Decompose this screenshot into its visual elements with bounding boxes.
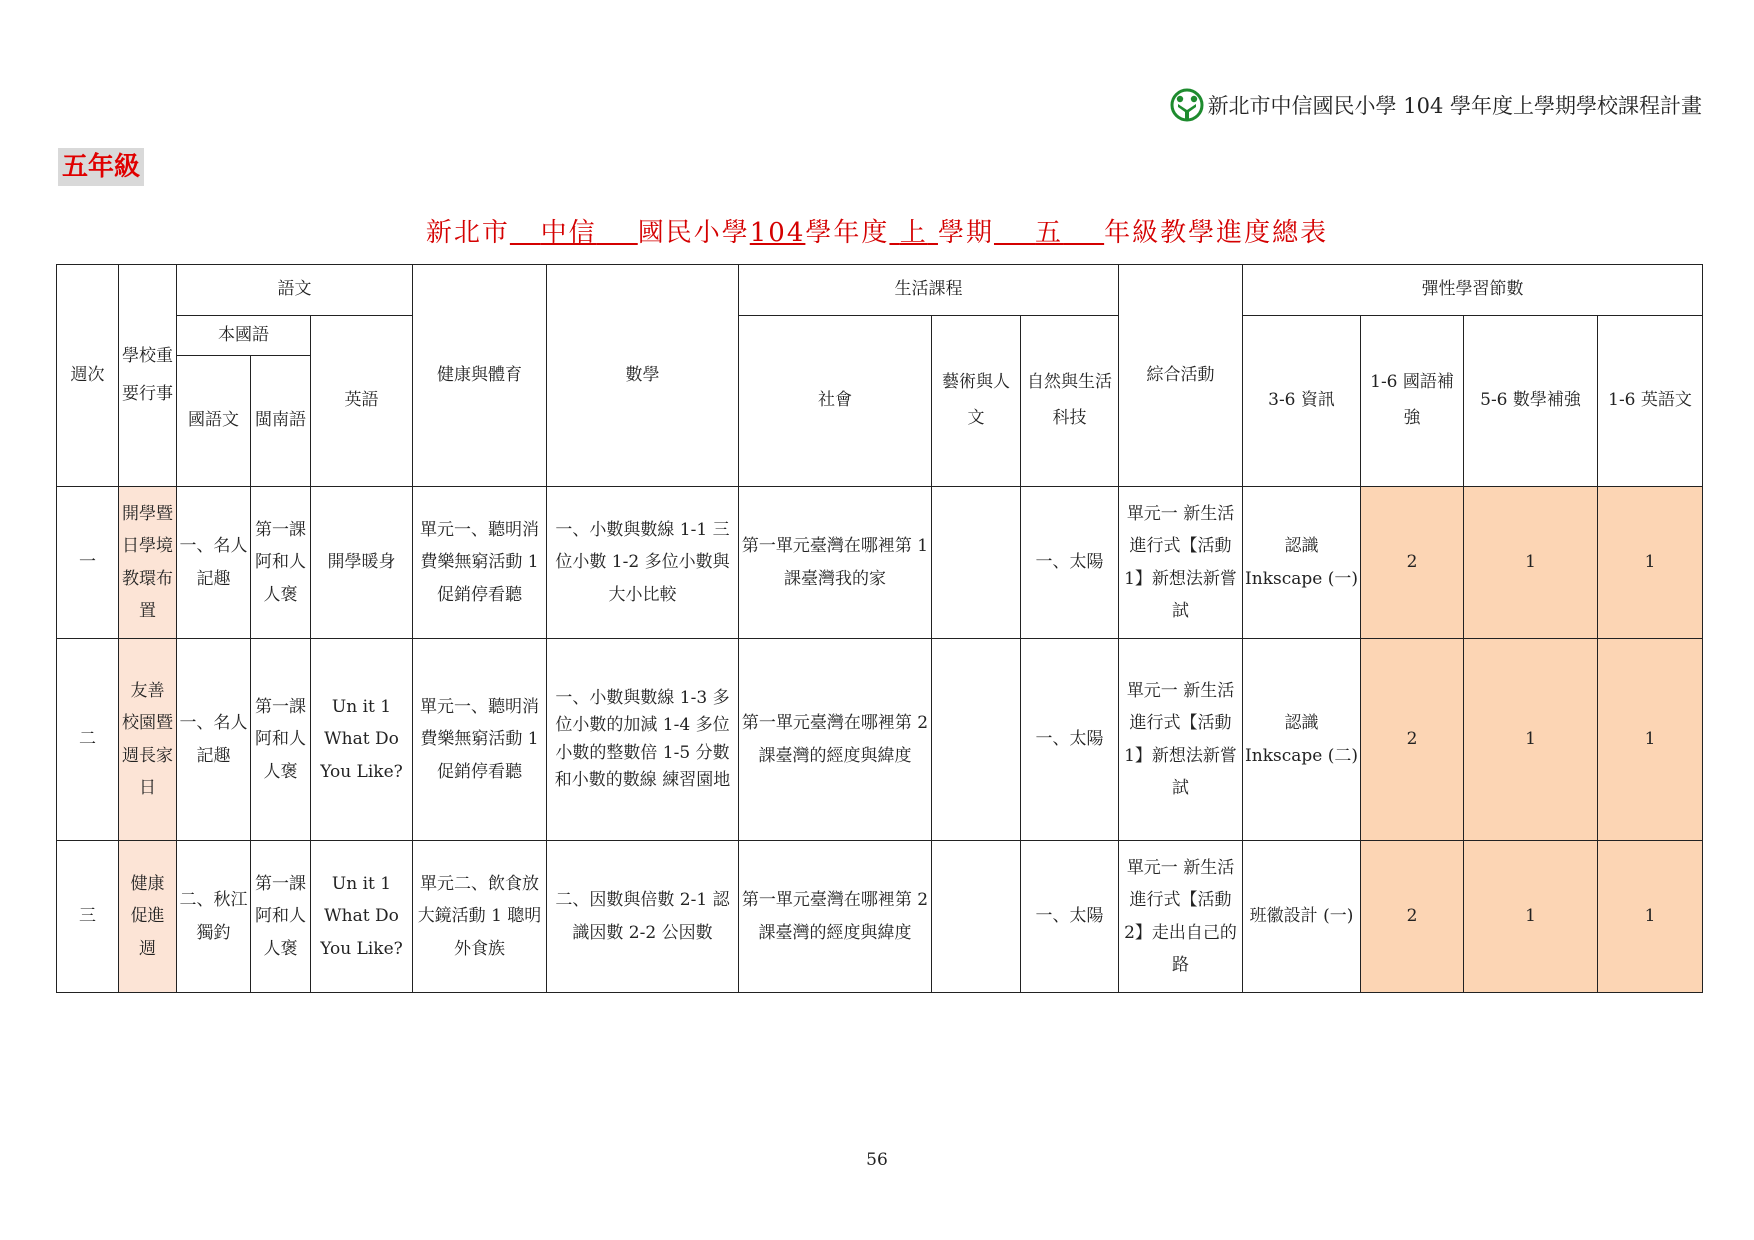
- week-cell: 一: [57, 487, 119, 639]
- document-header: [1170, 88, 1702, 122]
- table-row: [57, 841, 1703, 993]
- it-cell: 班徽設計 (一): [1243, 841, 1361, 993]
- header-health: 健康與體育: [413, 265, 547, 487]
- event-cell: 友善 校園暨 週長家 日: [119, 639, 177, 841]
- health-cell: 單元一、聽明消費樂無窮活動 1 促銷停看聽: [413, 639, 547, 841]
- header-flexible: 彈性學習節數: [1243, 265, 1703, 316]
- header-math-remedial: 5-6 數學補強: [1464, 316, 1598, 487]
- table-row: [57, 487, 1703, 639]
- it-cell: 認識 Inkscape (二): [1243, 639, 1361, 841]
- grade-tag: 五年級: [58, 148, 144, 186]
- school-logo-icon: [1170, 88, 1204, 122]
- header-it: 3-6 資訊: [1243, 316, 1361, 487]
- header-text: 新北市中信國民小學 104 學年度上學期學校課程計畫: [1207, 94, 1702, 118]
- math-cell: 一、小數與數線 1-1 三位小數 1-2 多位小數與大小比較: [547, 487, 739, 639]
- science-cell: 一、太陽: [1021, 487, 1119, 639]
- page-number: 56: [866, 1150, 888, 1170]
- header-life-curriculum: 生活課程: [739, 265, 1119, 316]
- mandarin-cell: 一、名人記趣: [177, 487, 251, 639]
- minnan-cell: 第一課 阿和人 人褒: [251, 841, 311, 993]
- it-cell: 認識 Inkscape (一): [1243, 487, 1361, 639]
- mandarin-remedial-cell: 2: [1361, 487, 1464, 639]
- header-week: 週次: [57, 265, 119, 487]
- table-row: [57, 639, 1703, 841]
- header-minnan: 閩南語: [251, 356, 311, 487]
- health-cell: 單元一、聽明消費樂無窮活動 1 促銷停看聽: [413, 487, 547, 639]
- header-native-language: 本國語: [177, 316, 311, 356]
- health-cell: 單元二、飲食放大鏡活動 1 聰明外食族: [413, 841, 547, 993]
- header-english: 英語: [311, 316, 413, 487]
- header-english-flex: 1-6 英語文: [1598, 316, 1703, 487]
- header-school-events: 學校重要行事: [119, 265, 177, 487]
- arts-cell: [932, 487, 1021, 639]
- math-remedial-cell: 1: [1464, 487, 1598, 639]
- event-cell: 健康 促進 週: [119, 841, 177, 993]
- header-language: 語文: [177, 265, 413, 316]
- english-flex-cell: 1: [1598, 639, 1703, 841]
- social-cell: 第一單元臺灣在哪裡第 2 課臺灣的經度與緯度: [739, 639, 932, 841]
- integrative-cell: 單元一 新生活進行式【活動 2】走出自己的路: [1119, 841, 1243, 993]
- week-cell: 三: [57, 841, 119, 993]
- integrative-cell: 單元一 新生活進行式【活動 1】新想法新嘗試: [1119, 487, 1243, 639]
- science-cell: 一、太陽: [1021, 841, 1119, 993]
- mandarin-cell: 二、秋江獨釣: [177, 841, 251, 993]
- arts-cell: [932, 841, 1021, 993]
- minnan-cell: 第一課 阿和人 人褒: [251, 639, 311, 841]
- mandarin-cell: 一、名人記趣: [177, 639, 251, 841]
- science-cell: 一、太陽: [1021, 639, 1119, 841]
- header-integrative: 綜合活動: [1119, 265, 1243, 487]
- page-title: 新北市 中信 國民小學104學年度 上 學期 五 年級教學進度總表: [425, 218, 1329, 248]
- english-cell: Un it 1 What Do You Like?: [311, 841, 413, 993]
- mandarin-remedial-cell: 2: [1361, 841, 1464, 993]
- english-cell: Un it 1 What Do You Like?: [311, 639, 413, 841]
- integrative-cell: 單元一 新生活進行式【活動 1】新想法新嘗試: [1119, 639, 1243, 841]
- social-cell: 第一單元臺灣在哪裡第 2 課臺灣的經度與緯度: [739, 841, 932, 993]
- mandarin-remedial-cell: 2: [1361, 639, 1464, 841]
- header-mandarin-remedial: 1-6 國語補強: [1361, 316, 1464, 487]
- header-math: 數學: [547, 265, 739, 487]
- event-cell: 開學暨 日學境 教環布 置: [119, 487, 177, 639]
- math-remedial-cell: 1: [1464, 639, 1598, 841]
- math-cell: 二、因數與倍數 2-1 認識因數 2-2 公因數: [547, 841, 739, 993]
- arts-cell: [932, 639, 1021, 841]
- schedule-table: [56, 264, 1703, 993]
- header-science: 自然與生活科技: [1021, 316, 1119, 487]
- english-flex-cell: 1: [1598, 487, 1703, 639]
- social-cell: 第一單元臺灣在哪裡第 1 課臺灣我的家: [739, 487, 932, 639]
- header-mandarin: 國語文: [177, 356, 251, 487]
- week-cell: 二: [57, 639, 119, 841]
- header-arts: 藝術與人文: [932, 316, 1021, 487]
- english-cell: 開學暖身: [311, 487, 413, 639]
- math-remedial-cell: 1: [1464, 841, 1598, 993]
- english-flex-cell: 1: [1598, 841, 1703, 993]
- math-cell: 一、小數與數線 1-3 多位小數的加減 1-4 多位小數的整數倍 1-5 分數和小數的數線 練習園地: [547, 639, 739, 841]
- minnan-cell: 第一課 阿和人 人褒: [251, 487, 311, 639]
- header-social: 社會: [739, 316, 932, 487]
